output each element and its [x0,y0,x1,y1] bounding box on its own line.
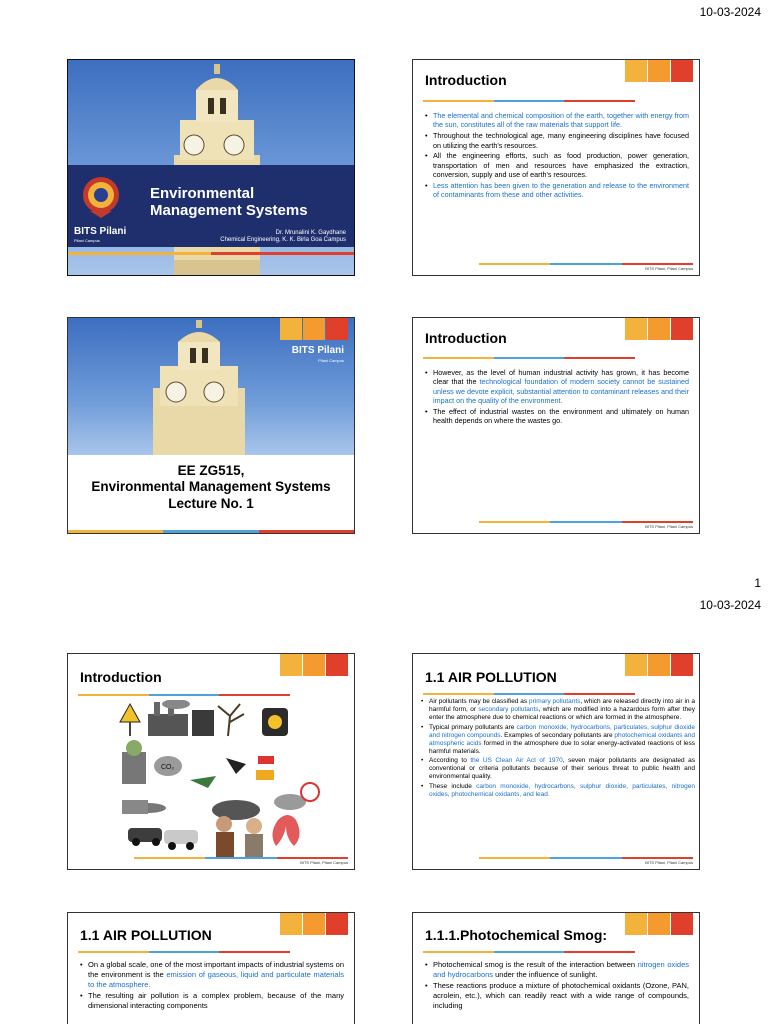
bullet: • Throughout the technological age, many engineering disciplines have focused on utilizing the earth's resources. [433,131,689,150]
bullet: • The effect of industrial wastes on the environment and ultimately on human health depends on where the wastes go. [433,407,689,426]
bullet: • However, as the level of human industrial activity has grown, it has become clear that the technological foundation of modern society cannot be sustained unless we devote explicit, substantial attention to contaminant releases and their impact on the quality of the environment. [433,368,689,405]
footer-accent-bar [68,530,354,533]
corner-logo-tiles [624,913,693,935]
slide-introduction-1 [412,59,700,276]
lecture-heading [68,463,354,512]
bullet: • The resulting air pollution is a complex problem, because of the many dimensional interacting components [88,991,344,1011]
slide-title-text: Introduction [80,669,162,685]
slide-air-pollution-2 [67,912,355,1024]
corner-logo-tiles [279,913,348,935]
presenter-name: Dr. Mrunalini K. Gaydhane [275,230,346,236]
slide-photochemical-smog [412,912,700,1024]
title-accent-bar [68,252,354,255]
slide-title-text: Introduction [425,72,507,88]
bits-logo-emblem [82,175,120,219]
bullet: • The elemental and chemical composition of the earth, together with energy from the sun, constitutes all of the raw materials that support life. [433,111,689,130]
co2-label: CO₂ [161,764,175,771]
bullet-list [419,698,695,801]
corner-logo-tiles [624,654,693,676]
bullet: • Less attention has been given to the generation and release to the environment of contaminants from these and other activities. [433,181,689,200]
slide-title-text: Introduction [425,330,507,346]
title-underline [78,694,290,696]
footer-accent-bar [479,521,693,523]
slide-title [67,59,355,276]
bullet: • Photochemical smog is the result of the interaction between nitrogen oxides and hydrocarbons under the influence of sunlight. [433,960,689,980]
lecture-number: Lecture No. 1 [168,495,254,511]
bullet: • These include carbon monoxide, hydrocarbons, sulphur dioxide, particulates, nitrogen oxides, photochemical oxidants, and lead. [429,783,695,799]
bullet: • Typical primary pollutants are carbon monoxide, hydrocarbons, particulates, sulphur dioxide and nitrogen compounds. Examples of secondary pollutants are photochemical oxidants and atmospheric acids formed in the atmosphere due to solar energy-activated reactions of less harmful materials. [429,724,695,756]
bullet: • On a global scale, one of the most important impacts of industrial systems on the environment is the emission of gaseous, liquid and particulate materials to the atmosphere. [88,960,344,989]
bullet: • According to the US Clean Air Act of 1970, seven major pollutants are designated as conventional or criteria pollutants because of their serious threat to public health and environmental quality. [429,757,695,781]
bullet-list [78,960,344,1012]
corner-logo-tiles [279,318,348,340]
bullet-list [423,111,689,201]
presenter-department: Chemical Engineering, K. K. Birla Goa Campus [220,237,346,243]
bullet: • Air pollutants may be classified as primary pollutants, which are released directly into air in a harmful form, or secondary pollutants, which are modified into a hazardous form after they enter the atmosphere due to chemical reactions or which are formed in the atmosphere. [429,698,695,722]
bullet-list [423,960,689,1012]
slide-title-text: 1.1 AIR POLLUTION [425,669,557,685]
footer-accent-bar [479,263,693,265]
course-title-line2: Management Systems [150,202,308,219]
course-code: EE ZG515, [177,463,245,478]
title-underline [423,357,635,359]
course-title-line1: Environmental [150,185,255,202]
corner-logo-tiles [279,654,348,676]
campus-name: Pilani Campus [318,358,344,363]
campus-name: Pilani Campus [74,238,100,243]
page-date-1: 10-03-2024 [699,5,761,19]
slide-footer: BITS Pilani, Pilani Campus [645,860,693,865]
slide-lecture [67,317,355,534]
footer-accent-bar [479,857,693,859]
slide-introduction-3 [67,653,355,870]
institute-name: BITS Pilani [74,226,127,237]
institute-name: BITS Pilani [291,345,344,356]
slide-footer: BITS Pilani, Pilani Campus [300,860,348,865]
bullet: • All the engineering efforts, such as food production, power generation, transportation of men and resources have emphasized the extraction, conversion, supply and use of earth's resources. [433,151,689,179]
corner-logo-tiles [624,60,693,82]
course-name: Environmental Management Systems [91,479,331,495]
page-number: 1 [754,576,761,590]
slide-title-text: 1.1.1.Photochemical Smog: [425,927,608,943]
title-underline [423,100,635,102]
bullet-list [423,368,689,427]
slide-introduction-2 [412,317,700,534]
footer-accent-bar [134,857,348,859]
slide-title-text: 1.1 AIR POLLUTION [80,927,212,943]
slide-footer: BITS Pilani, Pilani Campus [645,524,693,529]
slide-footer: BITS Pilani, Pilani Campus [645,266,693,271]
title-underline [78,951,290,953]
pollution-collage-image [118,700,328,860]
title-underline [423,951,635,953]
page-date-2: 10-03-2024 [699,598,761,612]
bullet: • These reactions produce a mixture of photochemical oxidants (Ozone, PAN, acrolein, etc.), which can readily react with a wide range of compounds, including [433,981,689,1010]
title-underline [423,693,635,695]
corner-logo-tiles [624,318,693,340]
slide-air-pollution-1 [412,653,700,870]
